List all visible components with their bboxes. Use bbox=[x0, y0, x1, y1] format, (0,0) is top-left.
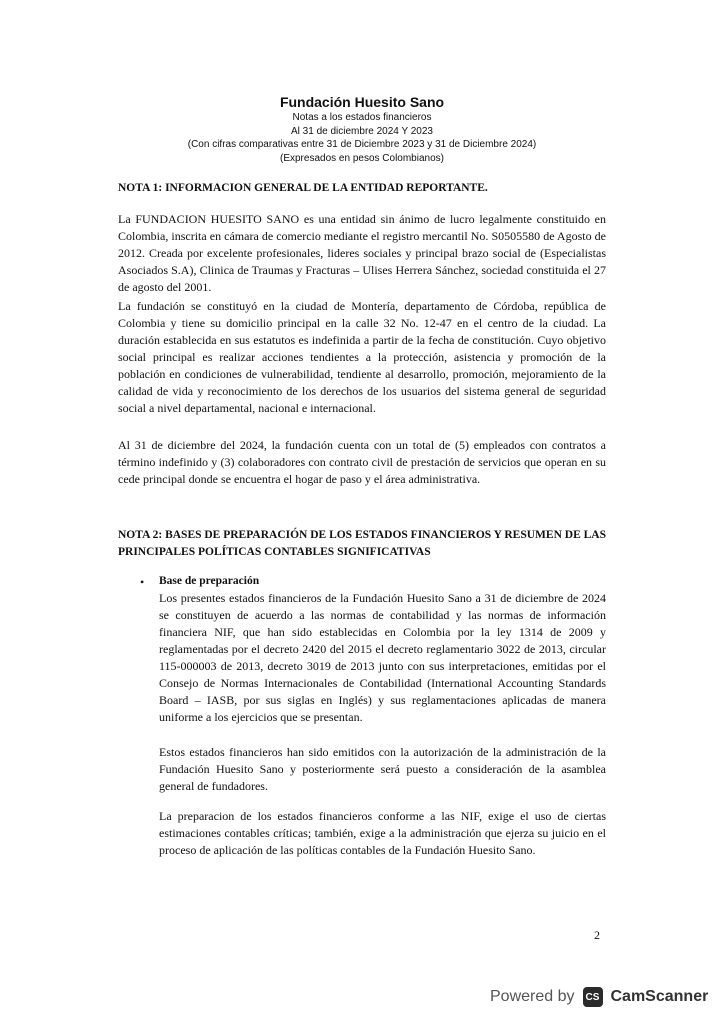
nota1-paragraph-3: Al 31 de diciembre del 2024, la fundación cuenta con un total de (5) empleados con contratos a término indefinido y (3) colaboradores con contrato civil de prestación de servicios que operan en su cede principal donde se encuentra el hogar de paso y el área administrativa. bbox=[118, 438, 606, 486]
nota2-paragraph-3: La preparacion de los estados financieros conforme a las NIF, exige el uso de ciertas estimaciones contables críticas; también, exige a la administración que ejerza su juicio en el proceso de aplicación de las políticas contables de la Fundación Huesito Sano. bbox=[159, 809, 606, 857]
bullet-point: • bbox=[140, 575, 145, 589]
camscanner-brand: CamScanner bbox=[610, 988, 709, 1005]
header-subtitle: Notas a los estados financieros bbox=[292, 112, 432, 123]
nota2-paragraph-2: Estos estados financieros han sido emitidos con la autorización de la administración de la Fundación Huesito Sano y posteriormente será puesto a consideración de la asamblea general de fundadores. bbox=[159, 745, 606, 793]
document-header bbox=[0, 93, 724, 165]
camscanner-logo-icon: CS bbox=[583, 987, 603, 1007]
nota1-heading: NOTA 1: INFORMACION GENERAL DE LA ENTIDAD REPORTANTE. bbox=[118, 182, 488, 194]
powered-by-text: Powered by bbox=[490, 988, 575, 1005]
base-preparacion-title: Base de preparación bbox=[159, 575, 260, 587]
camscanner-watermark bbox=[490, 984, 708, 1010]
nota2-paragraph-1: Los presentes estados financieros de la Fundación Huesito Sano a 31 de diciembre de 2024 se constituyen de acuerdo a las normas de contabilidad y las normas de información financiera NIF, que han sido establecidas en Colombia por la ley 1314 de 2009 y reglamentadas por el decreto 2420 del 2015 el decreto reglamentario 3022 de 2013, circular 115-000003 de 2013, decreto 3019 de 2013 junto con sus interpretaciones, emitidas por el Consejo de Normas Internacionales de Contabilidad (International Accounting Standards Board – IASB, por sus siglas en Inglés) y sus reglamentaciones aplicadas de manera uniforme a los ejercicios que se presentan. bbox=[159, 591, 606, 724]
nota1-paragraph-2: La fundación se constituyó en la ciudad de Montería, departamento de Córdoba, república de Colombia y tiene su domicilio principal en la calle 32 No. 12-47 en el centro de la ciudad. La duración establecida en sus estatutos es indefinida a partir de la fecha de constitución. Cuyo objetivo social principal es realizar acciones tendientes a la protección, asistencia y promoción de la población en condiciones de vulnerabilidad, tendiente al desarrollo, promoción, mejoramiento de la calidad de vida y reconocimiento de los derechos de los usuarios del sistema general de seguridad social a nivel departamental, nacional e internacional. bbox=[118, 299, 606, 415]
header-currency: (Expresados en pesos Colombianos) bbox=[280, 152, 444, 164]
header-comparative: (Con cifras comparativas entre 31 de Diciembre 2023 y 31 de Diciembre 2024) bbox=[187, 139, 537, 150]
page-number: 2 bbox=[594, 928, 600, 942]
nota1-paragraph-1: La FUNDACION HUESITO SANO es una entidad sin ánimo de lucro legalmente constituido en Colombia, inscrita en cámara de comercio mediante el registro mercantil No. S0505580 de Agosto de 2012. Creada por excelente profesionales, lideres sociales y principal brazo social de (Especialistas Asociados S.A), Clinica de Traumas y Fracturas – Ulises Herrera Sánchez, sociedad constituida el 27 de agosto del 2001. bbox=[118, 212, 606, 294]
nota2-heading: NOTA 2: BASES DE PREPARACIÓN DE LOS ESTADOS FINANCIEROS Y RESUMEN DE LAS PRINCIPALES POLÍTICAS CONTABLES SIGNIFICATIVAS bbox=[118, 529, 606, 558]
header-date: Al 31 de diciembre 2024 Y 2023 bbox=[291, 125, 433, 137]
document-title: Fundación Huesito Sano bbox=[279, 94, 445, 110]
